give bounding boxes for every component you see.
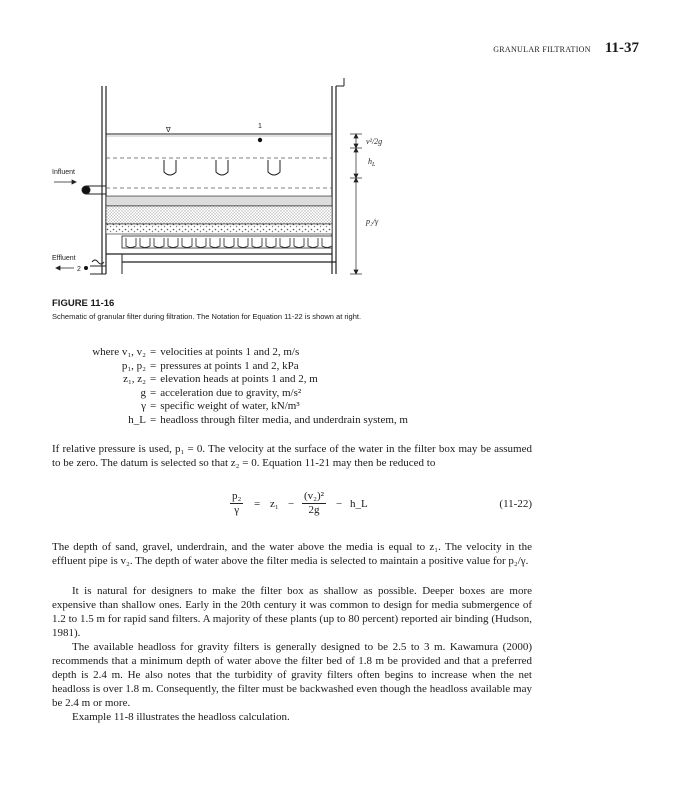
equation-minus: − xyxy=(288,498,295,510)
pressure-head-label: p₂/γ xyxy=(366,217,379,226)
underdrain-block xyxy=(126,238,136,248)
body-paragraph: It is natural for designers to make the filter box as shallow as possible. Deeper boxes are more expensive than shallow ones. Early in the 20th century it was common to design for media submergence of 1.2 to 1.5 m for rapid sand filters. A majority of these plants (up to 80 percent) reported air binding (Hudson, 1981). xyxy=(52,585,532,639)
figure-caption xyxy=(52,298,412,322)
body-paragraph: Example 11-8 illustrates the headloss calculation. xyxy=(72,711,290,723)
point-2-marker xyxy=(84,266,88,270)
definition-text: acceleration due to gravity, m/s² xyxy=(160,386,302,399)
definition-row: γ = specific weight of water, kN/m³ xyxy=(52,400,408,414)
underdrain-block xyxy=(308,238,318,248)
definition-row: h_L = headloss through filter media, and underdrain system, m xyxy=(52,414,408,428)
equation-equals: = xyxy=(254,498,261,510)
equation-minus: − xyxy=(336,498,343,510)
definition-symbol: h_L xyxy=(128,413,146,426)
running-title: GRANULAR FILTRATION xyxy=(493,45,591,54)
equation-velocity-denominator: 2g xyxy=(308,504,320,516)
definition-text: elevation heads at points 1 and 2, m xyxy=(160,373,318,385)
definition-row: g = acceleration due to gravity, m/s² xyxy=(52,387,408,401)
equation-lhs-denominator: γ xyxy=(234,504,240,516)
underdrain-block xyxy=(294,238,304,248)
equation-11-22 xyxy=(52,488,532,524)
headloss-label: $h_L$ xyxy=(368,157,376,168)
definition-text: velocities at points 1 and 2, m/s xyxy=(160,346,300,358)
underdrain-block xyxy=(182,238,192,248)
definition-row: z₁, z₂ = elevation heads at points 1 and 2, m xyxy=(52,373,408,387)
definition-symbol: z₁, z₂ xyxy=(123,373,146,385)
head-pipe xyxy=(336,78,344,86)
washwater-troughs xyxy=(106,158,332,188)
caption-label: FIGURE 11-16 xyxy=(52,298,115,309)
underdrain-block xyxy=(196,238,206,248)
effluent-pipe xyxy=(90,254,122,274)
equation-velocity-numerator: (v₂)² xyxy=(304,490,324,502)
influent-label: Influent xyxy=(52,169,75,176)
definition-symbol: g xyxy=(140,386,146,399)
underdrain-block xyxy=(140,238,150,248)
water-surface xyxy=(106,127,332,136)
definition-row: p₁, p₂ = pressures at points 1 and 2, kPa xyxy=(52,360,408,374)
body-paragraph: The available headloss for gravity filters is generally designed to be 2.5 to 3 m. Kawamura (2000) recommends that a minimum depth of water above the filter bed of 1.8 m be provided and that a preferred depth is 2.4 m. He also notes that the turbidity of gravity filters often begins to increase when the net headloss is over 1.8 m. Consequently, the filter must be backwashed even though the headloss available may be 2.4 m or more. xyxy=(52,641,532,709)
equation-velocity-term xyxy=(302,490,326,517)
filter-schematic-figure xyxy=(46,78,426,296)
page-number: 11-37 xyxy=(604,40,639,56)
underdrain-block xyxy=(168,238,178,248)
body-paragraph: If relative pressure is used, p₁ = 0. The velocity at the surface of the water in the filter box may be assumed to be zero. The datum is selected so that z₂ = 0. Equation 11-21 may then be reduced to xyxy=(52,443,532,469)
influent-arrow xyxy=(54,180,76,184)
variable-definitions xyxy=(52,346,408,427)
definition-symbol: p₁, p₂ xyxy=(121,359,146,372)
underdrain-block xyxy=(210,238,220,248)
velocity-head-label: v²/2g xyxy=(366,137,383,146)
running-head xyxy=(493,40,639,57)
filter-media xyxy=(106,196,332,234)
dimension-lines xyxy=(350,134,362,274)
body-paragraph: The depth of sand, gravel, underdrain, and the water above the media is equal to z₁. The velocity in the effluent pipe is v₂. The depth of water above the filter media is selected to maintain a positive value for p₂/γ. xyxy=(52,541,532,567)
effluent-arrow xyxy=(56,266,74,270)
equation-headloss: h_L xyxy=(350,498,368,510)
definition-text: headloss through filter media, and underdrain system, m xyxy=(160,413,408,426)
effluent-label: Effluent xyxy=(52,255,76,262)
definition-row: where v₁, v₂ = velocities at points 1 and 2, m/s xyxy=(52,346,408,360)
definition-text: specific weight of water, kN/m³ xyxy=(160,400,300,412)
point-2-label: 2 xyxy=(77,266,81,273)
underdrain-block xyxy=(280,238,290,248)
definition-symbol: where v₁, v₂ xyxy=(92,346,146,358)
definition-text: pressures at points 1 and 2, kPa xyxy=(160,359,299,372)
underdrain-block xyxy=(238,238,248,248)
definition-symbol: γ xyxy=(141,400,146,412)
point-1-marker xyxy=(258,123,262,142)
underdrain-blocks xyxy=(122,236,332,248)
point-1-label: 1 xyxy=(258,123,262,130)
equation-number: (11-22) xyxy=(499,498,532,510)
underdrain-block xyxy=(322,238,332,248)
caption-text: Schematic of granular filter during filtration. The Notation for Equation 11-22 is shown at right. xyxy=(52,312,362,321)
underdrain-block xyxy=(224,238,234,248)
underdrain-block xyxy=(252,238,262,248)
equation-lhs xyxy=(230,490,243,517)
equation-lhs-numerator: p₂ xyxy=(232,490,242,502)
underdrain-block xyxy=(154,238,164,248)
water-surface-mark: ∇ xyxy=(166,127,171,134)
underdrain-block xyxy=(266,238,276,248)
equation-z1: z₁ xyxy=(270,498,279,510)
